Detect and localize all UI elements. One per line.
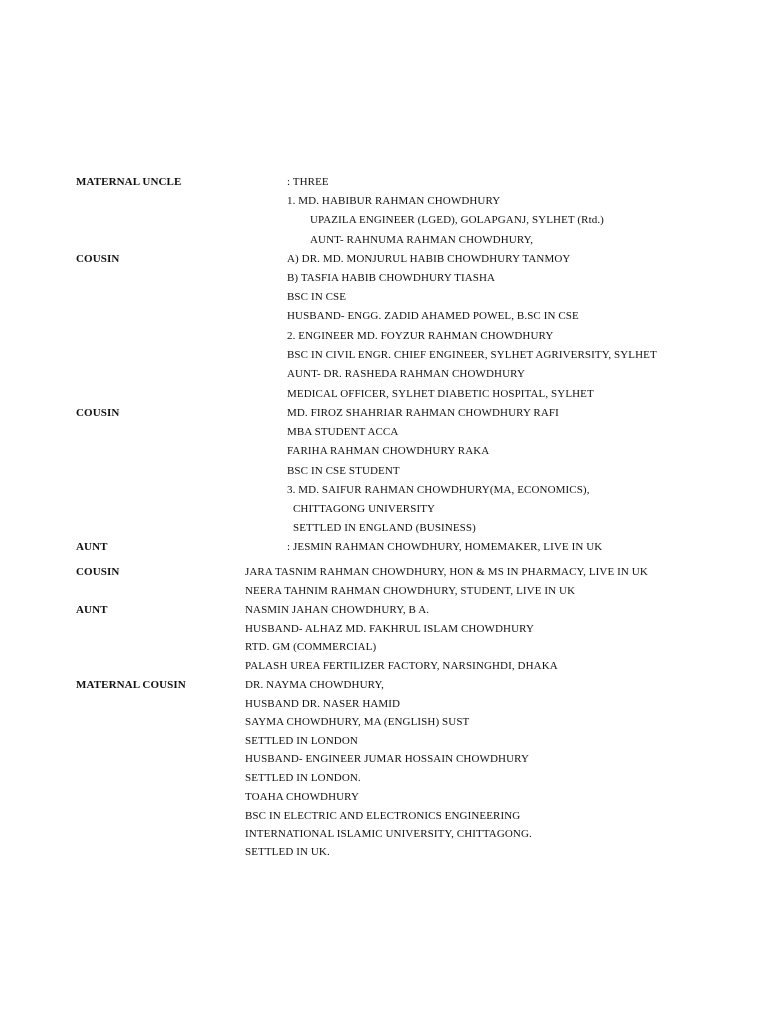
section-label: COUSIN [76, 407, 120, 419]
line-text: BSC IN CSE STUDENT [287, 465, 400, 477]
line [0, 621, 768, 637]
line-text: BSC IN CSE [287, 291, 347, 303]
line [0, 677, 768, 693]
line [0, 193, 768, 209]
line [0, 424, 768, 440]
line-text: INTERNATIONAL ISLAMIC UNIVERSITY, CHITTAGONG. [245, 828, 532, 840]
line-text: 3. MD. SAIFUR RAHMAN CHOWDHURY(MA, ECONOMICS), [287, 484, 590, 496]
line [0, 602, 768, 618]
line [0, 658, 768, 674]
line-text: HUSBAND- ALHAZ MD. FAKHRUL ISLAM CHOWDHURY [245, 623, 534, 635]
line-text: CHITTAGONG UNIVERSITY [293, 503, 436, 515]
line [0, 564, 768, 580]
section-label: AUNT [76, 541, 108, 553]
line-text: FARIHA RAHMAN CHOWDHURY RAKA [287, 445, 490, 457]
line-text: SETTLED IN LONDON [245, 735, 358, 747]
line-text: TOAHA CHOWDHURY [245, 791, 360, 803]
line [0, 808, 768, 824]
section-label: AUNT [76, 604, 108, 616]
section-label: MATERNAL UNCLE [76, 176, 182, 188]
line-text: 1. MD. HABIBUR RAHMAN CHOWDHURY [287, 195, 501, 207]
section-label: COUSIN [76, 566, 120, 578]
line-text: HUSBAND DR. NASER HAMID [245, 698, 401, 710]
line [0, 520, 768, 536]
line [0, 751, 768, 767]
line-text: SETTLED IN ENGLAND (BUSINESS) [293, 522, 476, 534]
line-text: HUSBAND- ENGG. ZADID AHAMED POWEL, B.SC IN CSE [287, 310, 579, 322]
line-text: RTD. GM (COMMERCIAL) [245, 641, 377, 653]
section-label: COUSIN [76, 253, 120, 265]
line-text: NASMIN JAHAN CHOWDHURY, B A. [245, 604, 430, 616]
line [0, 770, 768, 786]
line [0, 308, 768, 324]
line-text: SAYMA CHOWDHURY, MA (ENGLISH) SUST [245, 716, 470, 728]
line [0, 844, 768, 860]
line-text: B) TASFIA HABIB CHOWDHURY TIASHA [287, 272, 496, 284]
line-text: PALASH UREA FERTILIZER FACTORY, NARSINGHDI, DHAKA [245, 660, 558, 672]
line-text: A) DR. MD. MONJURUL HABIB CHOWDHURY TANMOY [287, 253, 571, 265]
line-text: SETTLED IN UK. [245, 846, 330, 858]
line-text: HUSBAND- ENGINEER JUMAR HOSSAIN CHOWDHURY [245, 753, 529, 765]
line-text: NEERA TAHNIM RAHMAN CHOWDHURY, STUDENT, LIVE IN UK [245, 585, 576, 597]
line [0, 501, 768, 517]
line [0, 232, 768, 248]
line-text: MBA STUDENT ACCA [287, 426, 399, 438]
line [0, 386, 768, 402]
line [0, 443, 768, 459]
line [0, 405, 768, 421]
line [0, 289, 768, 305]
line-text: : THREE [287, 176, 329, 188]
line-text: : JESMIN RAHMAN CHOWDHURY, HOMEMAKER, LIVE IN UK [287, 541, 603, 553]
line [0, 366, 768, 382]
line [0, 270, 768, 286]
line [0, 174, 768, 190]
line [0, 696, 768, 712]
line [0, 789, 768, 805]
line [0, 639, 768, 655]
line-text: UPAZILA ENGINEER (LGED), GOLAPGANJ, SYLHET (Rtd.) [310, 214, 604, 226]
line [0, 714, 768, 730]
line-text: 2. ENGINEER MD. FOYZUR RAHMAN CHOWDHURY [287, 330, 554, 342]
line-text: MEDICAL OFFICER, SYLHET DIABETIC HOSPITAL, SYLHET [287, 388, 594, 400]
line-text: AUNT- DR. RASHEDA RAHMAN CHOWDHURY [287, 368, 525, 380]
line-text: BSC IN ELECTRIC AND ELECTRONICS ENGINEERING [245, 810, 521, 822]
line-text: SETTLED IN LONDON. [245, 772, 361, 784]
line [0, 251, 768, 267]
line [0, 463, 768, 479]
line [0, 733, 768, 749]
line-text: DR. NAYMA CHOWDHURY, [245, 679, 384, 691]
line [0, 826, 768, 842]
line [0, 347, 768, 363]
line [0, 583, 768, 599]
line [0, 539, 768, 555]
line-text: BSC IN CIVIL ENGR. CHIEF ENGINEER, SYLHET AGRIVERSITY, SYLHET [287, 349, 657, 361]
line-text: AUNT- RAHNUMA RAHMAN CHOWDHURY, [310, 234, 534, 246]
line [0, 212, 768, 228]
line [0, 328, 768, 344]
line [0, 482, 768, 498]
section-label: MATERNAL COUSIN [76, 679, 186, 691]
line-text: MD. FIROZ SHAHRIAR RAHMAN CHOWDHURY RAFI [287, 407, 559, 419]
line-text: JARA TASNIM RAHMAN CHOWDHURY, HON & MS IN PHARMACY, LIVE IN UK [245, 566, 648, 578]
